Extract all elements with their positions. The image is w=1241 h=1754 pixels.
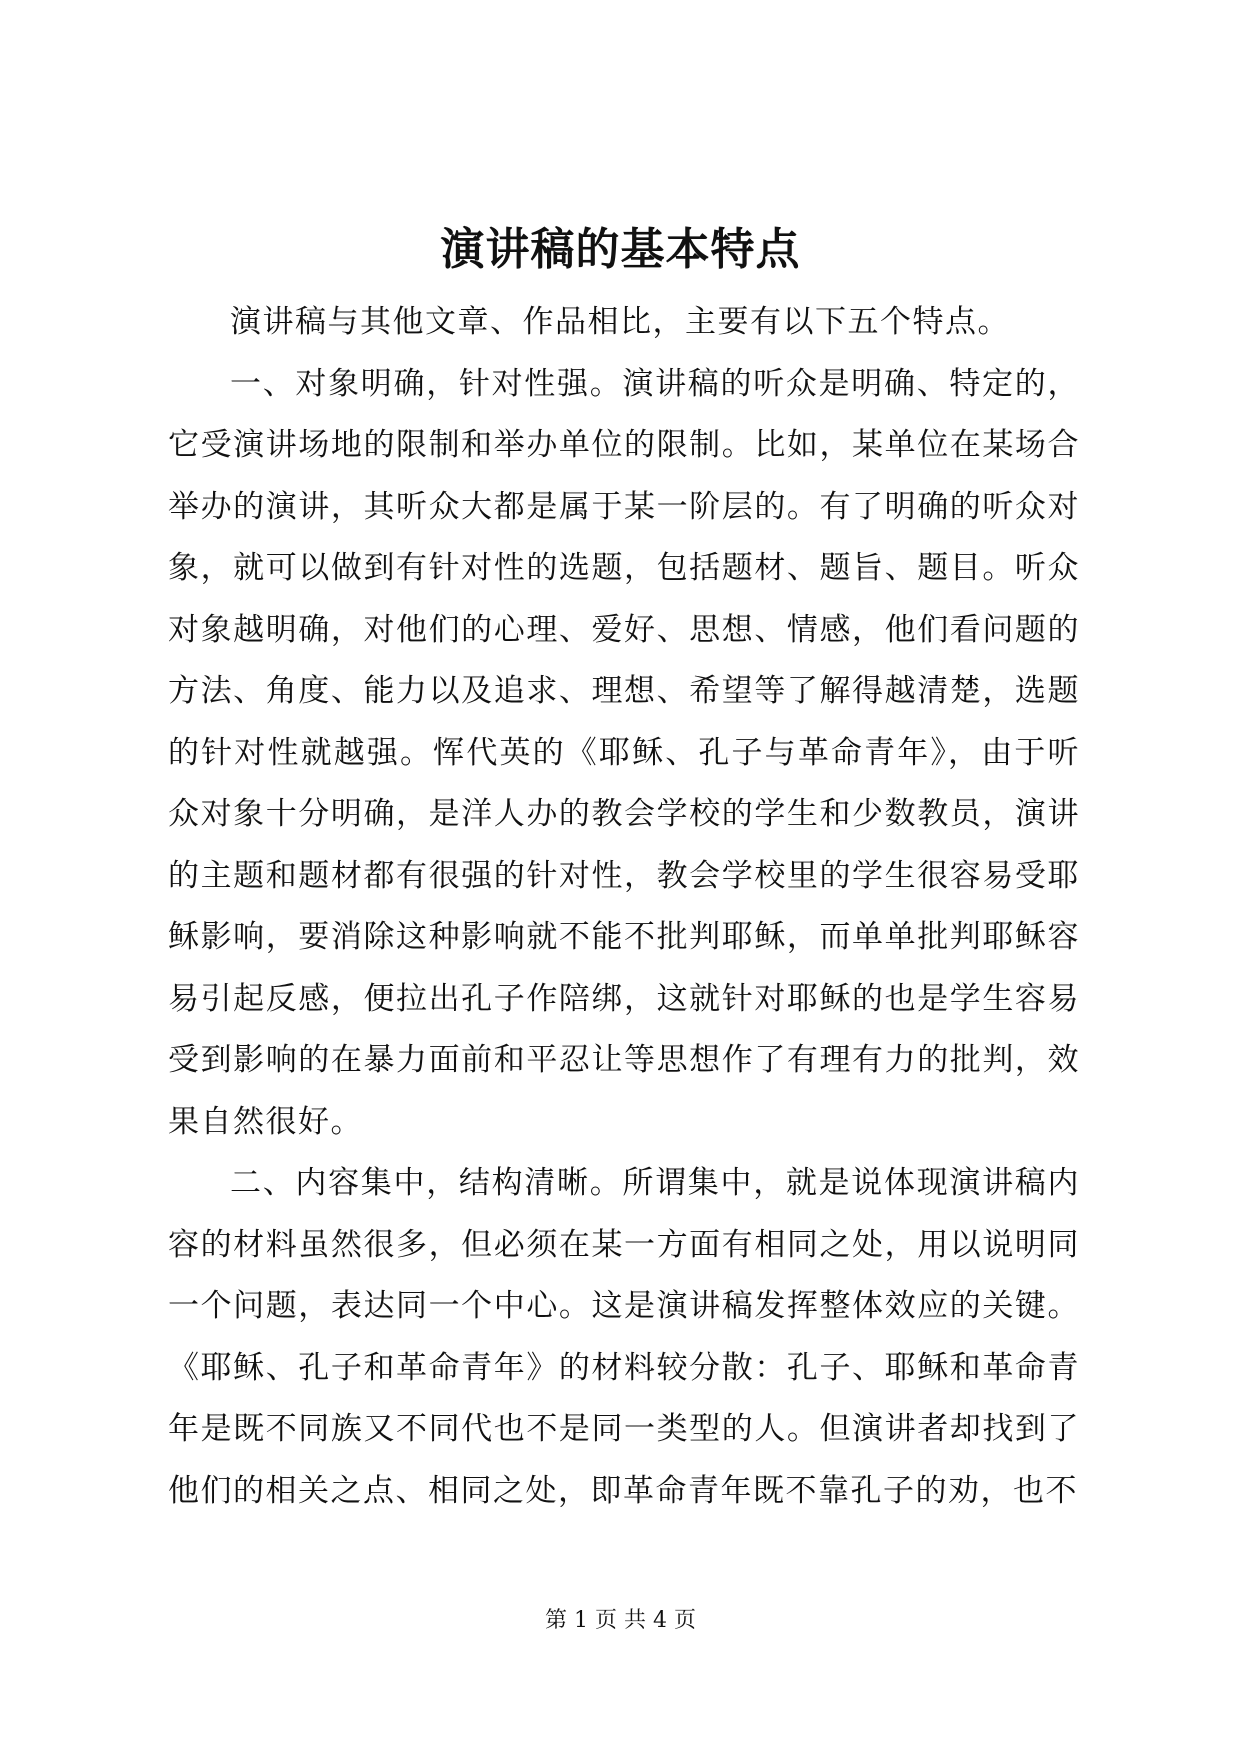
paragraph-point-two: 二、内容集中，结构清晰。所谓集中，就是说体现演讲稿内容的材料虽然很多，但必须在某一方面有相同之处，用以说明同一个问题，表达同一个中心。这是演讲稿发挥整体效应的关键。《耶稣、孔子和革命青年》的材料较分散：孔子、耶稣和革命青年是既不同族又不同代也不是同一类型的人。但演讲者却找到了他们的相关之点、相同之处，即革命青年既不靠孔子的劝，也不 bbox=[168, 1165, 1080, 1509]
document-body bbox=[168, 292, 1080, 1522]
paragraph-point-one: 一、对象明确，针对性强。演讲稿的听众是明确、特定的，它受演讲场地的限制和举办单位的限制。比如，某单位在某场合举办的演讲，其听众大都是属于某一阶层的。有了明确的听众对象，就可以做到有针对性的选题，包括题材、题旨、题目。听众对象越明确，对他们的心理、爱好、思想、情感，他们看问题的方法、角度、能力以及追求、理想、希望等了解得越清楚，选题的针对性就越强。恽代英的《耶稣、孔子与革命青年》，由于听众对象十分明确，是洋人办的教会学校的学生和少数教员，演讲的主题和题材都有很强的针对性，教会学校里的学生很容易受耶稣影响，要消除这种影响就不能不批判耶稣，而单单批判耶稣容易引起反感，便拉出孔子作陪绑，这就针对耶稣的也是学生容易受到影响的在暴力面前和平忍让等思想作了有理有力的批判，效果自然很好。 bbox=[168, 365, 1080, 1140]
document-title: 演讲稿的基本特点 bbox=[440, 224, 801, 275]
page-number-footer: 第 1 页 共 4 页 bbox=[545, 1608, 696, 1633]
paragraph-intro: 演讲稿与其他文章、作品相比，主要有以下五个特点。 bbox=[230, 304, 1010, 340]
